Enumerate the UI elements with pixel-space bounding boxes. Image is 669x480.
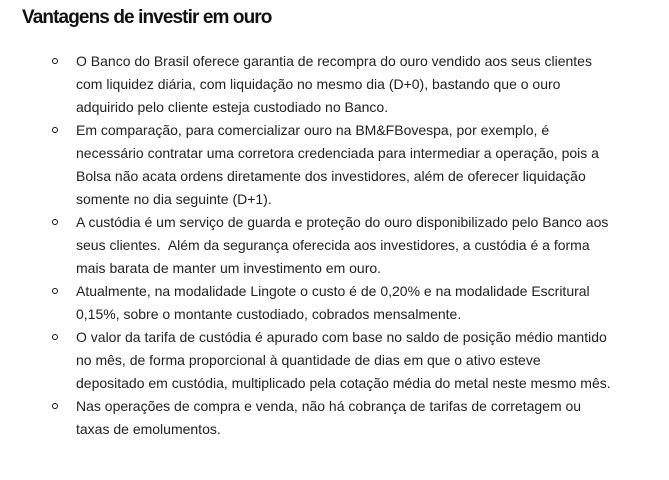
circle-bullet-icon xyxy=(52,288,58,294)
list-item xyxy=(0,280,611,326)
list-item-text: O Banco do Brasil oferece garantia de recompra do ouro vendido aos seus clientes com liquidez diária, com liquidação no mesmo dia (D+0), bastando que o ouro adquirido pelo cliente esteja custodiado no Banco. xyxy=(76,53,596,115)
list-item xyxy=(0,326,611,395)
list-item xyxy=(0,50,611,119)
list-item xyxy=(0,119,611,211)
circle-bullet-icon xyxy=(52,127,58,133)
list-item-text: Atualmente, na modalidade Lingote o custo é de 0,20% e na modalidade Escritural 0,15%, sobre o montante custodiado, cobrados mensalmente. xyxy=(76,283,594,322)
circle-bullet-icon xyxy=(52,219,58,225)
list-item-text: Em comparação, para comercializar ouro na BM&FBovespa, por exemplo, é necessário contratar uma corretora credenciada para intermediar a operação, pois a Bolsa não acata ordens diretamente dos investidores, além de oferecer liquidação somente no dia seguinte (D+1). xyxy=(76,122,603,207)
circle-bullet-icon xyxy=(52,334,58,340)
circle-bullet-icon xyxy=(52,58,58,64)
advantages-list xyxy=(0,50,669,441)
list-item-text: O valor da tarifa de custódia é apurado com base no saldo de posição médio mantido no mês, de forma proporcional à quantidade de dias em que o ativo esteve depositado em custódia, multiplicado pela cotação média do metal neste mesmo mês. xyxy=(76,329,611,391)
list-item-text: Nas operações de compra e venda, não há cobrança de tarifas de corretagem ou taxas de emolumentos. xyxy=(76,398,585,437)
list-item xyxy=(0,395,611,441)
circle-bullet-icon xyxy=(52,403,58,409)
list-item xyxy=(0,211,611,280)
section-heading: Vantagens de investir em ouro xyxy=(22,7,272,28)
list-item-text: A custódia é um serviço de guarda e proteção do ouro disponibilizado pelo Banco aos seus clientes. Além da segurança oferecida aos investidores, a custódia é a forma mais barata de manter um investimento em ouro. xyxy=(76,214,613,276)
